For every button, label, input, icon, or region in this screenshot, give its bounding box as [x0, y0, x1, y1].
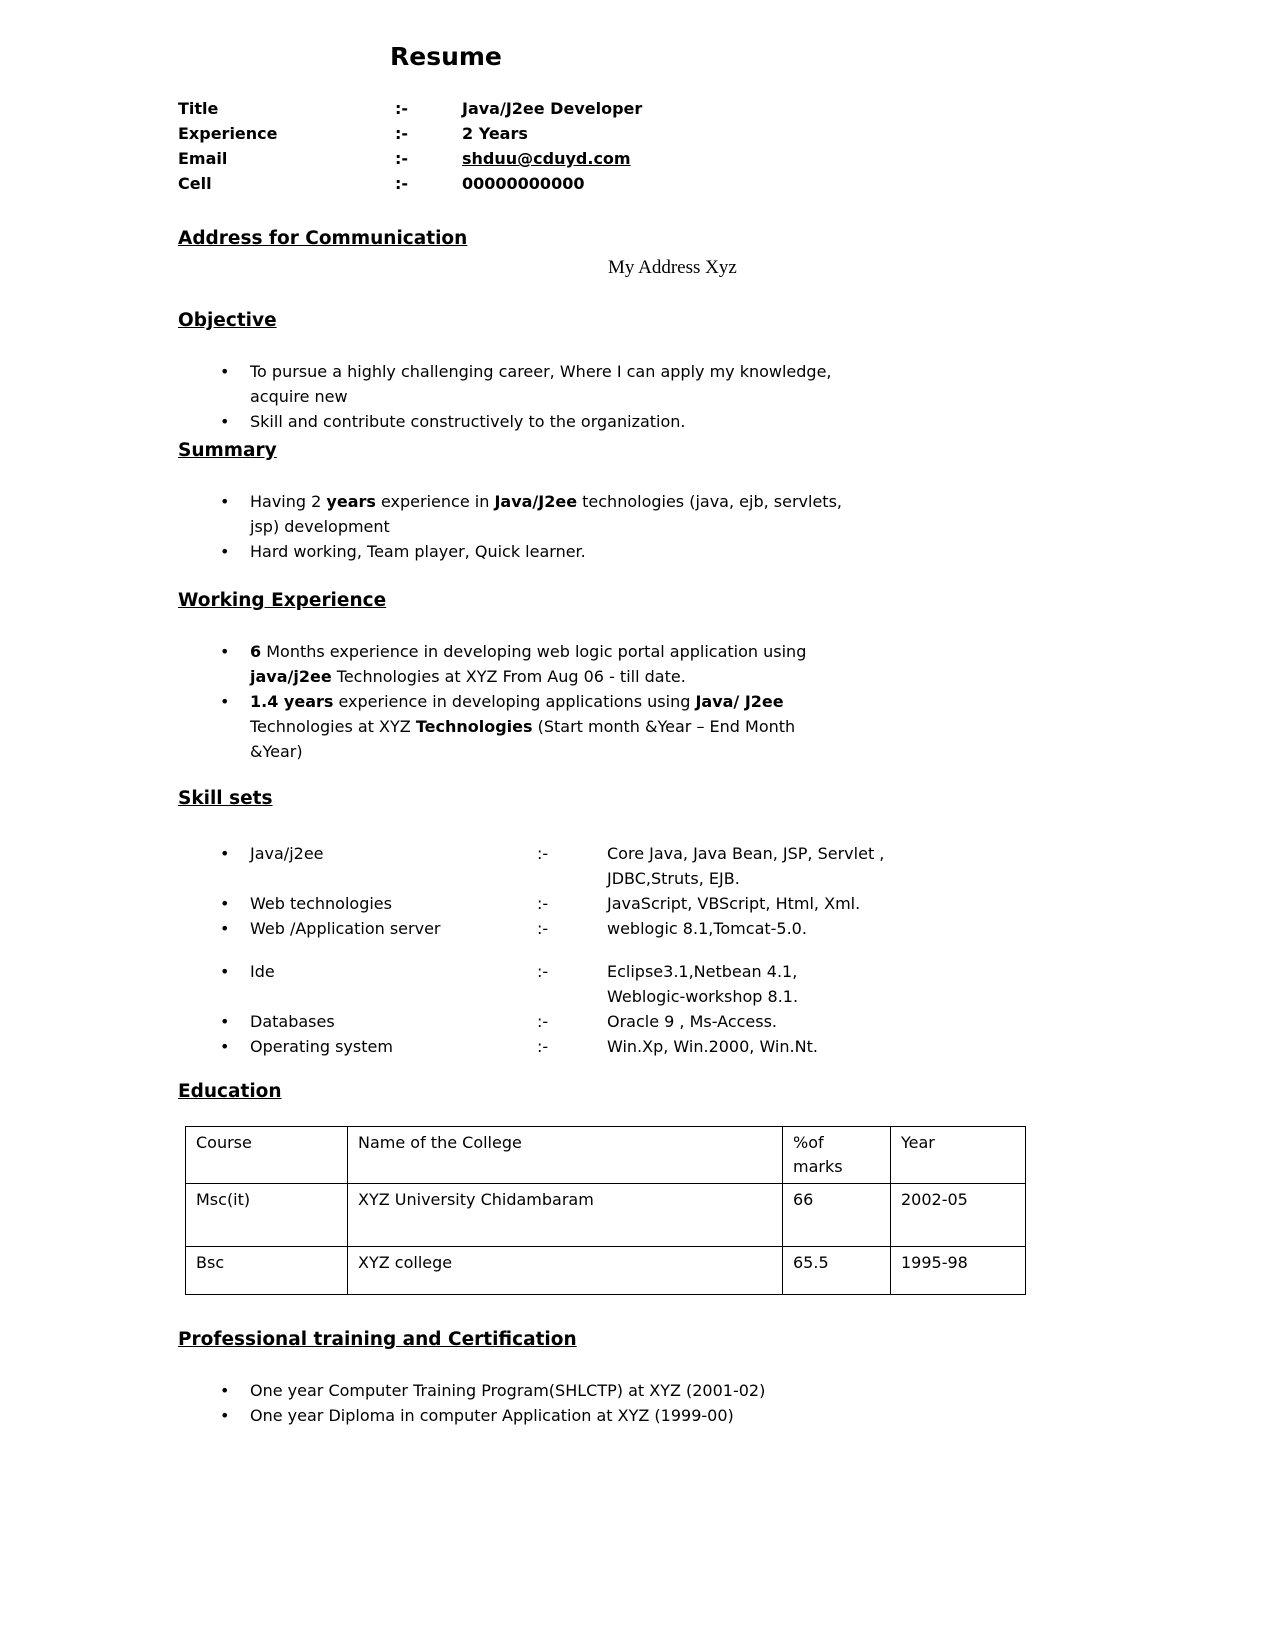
- section-heading-skill-sets: Skill sets: [178, 788, 273, 809]
- skill-name: • Web /Application server: [250, 919, 441, 938]
- skill-value: Core Java, Java Bean, JSP, Servlet , JDBC,Struts, EJB.: [607, 844, 885, 888]
- experience-bullet: • 1.4 years experience in developing applications using Java/ J2ee Technologies at XYZ Technologies (Start month &Year – End Month &Year): [178, 689, 1008, 764]
- field-separator: :-: [395, 99, 409, 118]
- field-separator: :-: [395, 174, 409, 193]
- table-header-cell-year: Year: [891, 1127, 1026, 1184]
- skill-row-java-j2ee: [178, 841, 1038, 891]
- field-row-title: [178, 96, 1275, 121]
- field-value: 2 Years: [462, 124, 528, 143]
- table-cell-marks: 66: [783, 1184, 891, 1247]
- skill-list: [178, 841, 1038, 1059]
- contact-fields: [178, 96, 1275, 196]
- objective-list: [178, 359, 1008, 434]
- field-row-email: [178, 146, 1275, 171]
- table-cell-marks: 65.5: [783, 1247, 891, 1295]
- summary-bullet: • Hard working, Team player, Quick learner.: [178, 539, 1008, 564]
- page-title: Resume: [390, 42, 502, 71]
- field-label: Cell: [178, 174, 212, 193]
- table-row: [186, 1247, 1026, 1295]
- skill-name: • Databases: [250, 1012, 335, 1031]
- field-separator: :-: [395, 149, 409, 168]
- skill-row-web-application-server: [178, 916, 1038, 941]
- field-value: 00000000000: [462, 174, 585, 193]
- skill-name: • Web technologies: [250, 894, 392, 913]
- field-row-experience: [178, 121, 1275, 146]
- skill-value: weblogic 8.1,Tomcat-5.0.: [607, 919, 807, 938]
- table-header-cell-college: Name of the College: [348, 1127, 783, 1184]
- skill-value: Win.Xp, Win.2000, Win.Nt.: [607, 1037, 818, 1056]
- section-heading-objective: Objective: [178, 310, 277, 331]
- skill-value: JavaScript, VBScript, Html, Xml.: [607, 894, 861, 913]
- skill-separator: :-: [537, 1037, 549, 1056]
- table-header-cell-marks: %of marks: [783, 1127, 891, 1184]
- section-heading-education: Education: [178, 1081, 282, 1102]
- field-label: Experience: [178, 124, 278, 143]
- skill-name: • Java/j2ee: [250, 844, 324, 863]
- section-heading-summary: Summary: [178, 440, 277, 461]
- skill-separator: :-: [537, 894, 549, 913]
- summary-list: [178, 489, 1008, 564]
- training-list: [178, 1378, 1008, 1428]
- email-link[interactable]: shduu@cduyd.com: [462, 149, 631, 168]
- table-cell-course: Bsc: [186, 1247, 348, 1295]
- table-cell-course: Msc(it): [186, 1184, 348, 1247]
- section-heading-training: Professional training and Certification: [178, 1329, 577, 1350]
- skill-separator: :-: [537, 1012, 549, 1031]
- objective-bullet: • To pursue a highly challenging career, Where I can apply my knowledge, acquire new: [178, 359, 1008, 409]
- field-label: Title: [178, 99, 219, 118]
- section-heading-address: Address for Communication: [178, 228, 468, 249]
- table-cell-college: XYZ University Chidambaram: [348, 1184, 783, 1247]
- skill-row-operating-system: [178, 1034, 1038, 1059]
- education-table: [185, 1126, 1026, 1295]
- field-label: Email: [178, 149, 228, 168]
- field-separator: :-: [395, 124, 409, 143]
- objective-bullet: • Skill and contribute constructively to the organization.: [178, 409, 1008, 434]
- skill-separator: :-: [537, 962, 549, 981]
- training-bullet: • One year Computer Training Program(SHLCTP) at XYZ (2001-02): [178, 1378, 1008, 1403]
- skill-separator: :-: [537, 844, 549, 863]
- section-heading-working-experience: Working Experience: [178, 590, 387, 611]
- table-row: [186, 1184, 1026, 1247]
- skill-row-ide: [178, 959, 1038, 1009]
- skill-row-databases: [178, 1009, 1038, 1034]
- table-cell-year: 1995-98: [891, 1247, 1026, 1295]
- field-value: Java/J2ee Developer: [462, 99, 643, 118]
- skill-name: • Operating system: [250, 1037, 393, 1056]
- skill-name: • Ide: [250, 962, 275, 981]
- table-cell-college: XYZ college: [348, 1247, 783, 1295]
- skill-value: Eclipse3.1,Netbean 4.1, Weblogic-workshop 8.1.: [607, 962, 799, 1006]
- field-row-cell: [178, 171, 1275, 196]
- experience-bullet: • 6 Months experience in developing web logic portal application using java/j2ee Technologies at XYZ From Aug 06 - till date.: [178, 639, 1008, 689]
- table-header-cell-course: Course: [186, 1127, 348, 1184]
- skill-value: Oracle 9 , Ms-Access.: [607, 1012, 778, 1031]
- table-cell-year: 2002-05: [891, 1184, 1026, 1247]
- skill-row-web-technologies: [178, 891, 1038, 916]
- experience-list: [178, 639, 1008, 764]
- training-bullet: • One year Diploma in computer Application at XYZ (1999-00): [178, 1403, 1008, 1428]
- table-header-row: [186, 1127, 1026, 1184]
- skill-separator: :-: [537, 919, 549, 938]
- address-value: My Address Xyz: [608, 257, 737, 278]
- summary-bullet: • Having 2 years experience in Java/J2ee technologies (java, ejb, servlets, jsp) development: [178, 489, 1008, 539]
